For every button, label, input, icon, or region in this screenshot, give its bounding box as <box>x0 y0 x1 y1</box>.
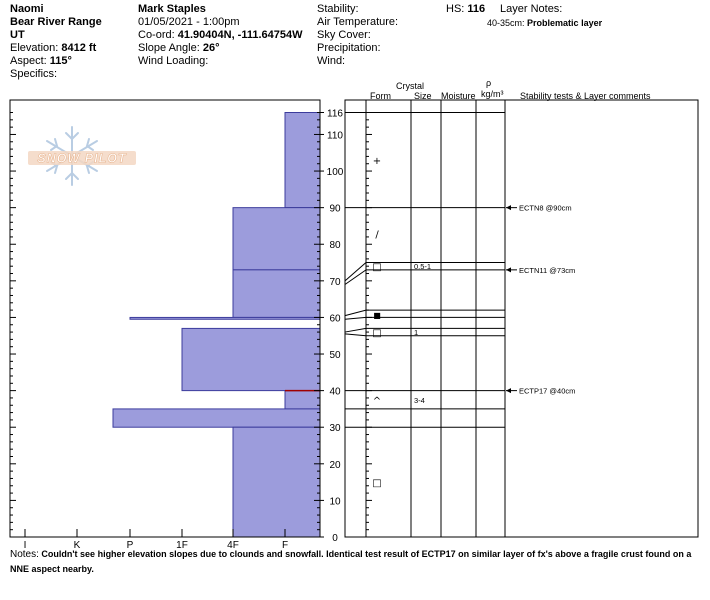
hardness-bar <box>285 113 320 208</box>
crystal-form-symbol: □ <box>372 328 382 340</box>
elevation-label: Elevation: <box>10 42 59 54</box>
hardness-bar <box>233 427 320 537</box>
layer-notes-label: Layer Notes: <box>500 3 563 15</box>
layer-note-depth: 40-35cm: <box>487 18 525 28</box>
slope-label: Slope Angle: <box>138 42 200 54</box>
layer-connector <box>345 310 366 315</box>
form-header: Form <box>370 91 391 101</box>
arrow-icon <box>506 267 511 272</box>
crystal-form-symbol: □ <box>372 478 382 490</box>
wind-label: Wind: <box>317 55 346 67</box>
observer-name: Naomi <box>10 3 44 15</box>
rho-header: ρ <box>486 78 492 88</box>
arrow-icon <box>506 388 511 393</box>
stability-tests <box>506 204 575 396</box>
notes-text: Couldn't see higher elevation slopes due to clounds and snowfall. Identical test result of ECTP17 on similar layer of fx's above a fragile crust found on a NNE aspect nearby. <box>10 549 692 574</box>
coord-value: 41.90404N, -111.64754W <box>177 29 303 41</box>
specifics-label: Specifics: <box>10 68 58 80</box>
hardness-tick-label: F <box>281 540 289 551</box>
stability-label: Stability: <box>317 3 359 15</box>
depth-tick-label: 50 <box>329 350 341 362</box>
depth-tick-label: 20 <box>329 459 341 471</box>
hardness-bar <box>233 270 320 318</box>
hardness-tick-label: K <box>73 540 81 551</box>
hardness-tick-label: 1F <box>176 540 188 551</box>
size-header: Size <box>414 91 432 101</box>
wind-loading-label: Wind Loading: <box>138 55 209 67</box>
layer-note-text: Problematic layer <box>527 18 603 28</box>
notes-label: Notes: <box>10 549 39 560</box>
notes <box>10 547 700 576</box>
hardness-bars <box>113 113 320 538</box>
precipitation-label: Precipitation: <box>317 42 381 54</box>
crystal-form-symbol: □ <box>372 262 382 274</box>
observation-datetime: 01/05/2021 - 1:00pm <box>138 16 240 28</box>
hs-label: HS: <box>446 3 465 15</box>
depth-tick-label: 116 <box>327 108 343 120</box>
depth-tick-label: 110 <box>327 130 343 142</box>
hardness-tick-label: I <box>23 540 27 551</box>
state-name: UT <box>10 29 25 41</box>
crystal-header: Crystal <box>396 81 425 91</box>
elevation-value: 8412 ft <box>61 42 97 54</box>
hs-value: 116 <box>467 3 486 15</box>
crystal-form-symbol: + <box>372 156 382 168</box>
depth-tick-label: 30 <box>329 423 341 435</box>
slope-value: 26° <box>202 42 220 54</box>
hardness-tick-label: 4F <box>227 540 239 551</box>
crystal-form-symbol: ^ <box>372 395 382 407</box>
depth-tick-label: 10 <box>329 496 341 508</box>
layer-connector <box>345 328 366 332</box>
coord-label: Co-ord: <box>138 29 175 41</box>
hardness-bar <box>130 317 320 319</box>
layer-table-frame <box>345 100 698 537</box>
density-unit-header: kg/m³ <box>481 89 504 99</box>
stability-header: Stability tests & Layer comments <box>520 91 651 101</box>
depth-tick-label: 70 <box>329 276 341 288</box>
stability-test-label: ECTP17 @40cm <box>519 386 576 396</box>
stability-test-label: ECTN11 @73cm <box>519 265 576 275</box>
layer-table <box>345 113 505 490</box>
author-name: Mark Staples <box>138 3 206 15</box>
aspect-label: Aspect: <box>10 55 47 67</box>
air-temp-label: Air Temperature: <box>317 16 399 28</box>
aspect-value: 115° <box>49 55 72 67</box>
hardness-bar <box>182 328 320 390</box>
depth-tick-label: 0 <box>332 533 338 544</box>
crystal-form-symbol: ■ <box>373 310 381 320</box>
depth-tick-label: 100 <box>326 167 344 179</box>
hardness-tick-label: P <box>126 540 134 551</box>
layer-connector <box>345 317 366 319</box>
depth-tick-label: 40 <box>329 386 341 398</box>
depth-tick-label: 80 <box>329 240 341 252</box>
crystal-form-symbol: / <box>375 229 379 241</box>
crystal-size: 1 <box>414 328 419 338</box>
hardness-bar <box>233 208 320 270</box>
stability-test-label: ECTN8 @90cm <box>519 203 572 213</box>
layer-connector <box>345 334 366 336</box>
crystal-size: 0.5-1 <box>414 262 432 272</box>
logo-text: SNOW PILOT <box>37 151 127 166</box>
hardness-bar <box>285 391 320 409</box>
crystal-size: 3-4 <box>414 395 425 405</box>
sky-cover-label: Sky Cover: <box>317 29 371 41</box>
depth-tick-label: 60 <box>329 313 341 325</box>
depth-tick-label: 90 <box>329 203 341 215</box>
hardness-bar <box>113 409 320 427</box>
moisture-header: Moisture <box>441 91 476 101</box>
arrow-icon <box>506 205 511 210</box>
range-name: Bear River Range <box>10 16 102 28</box>
